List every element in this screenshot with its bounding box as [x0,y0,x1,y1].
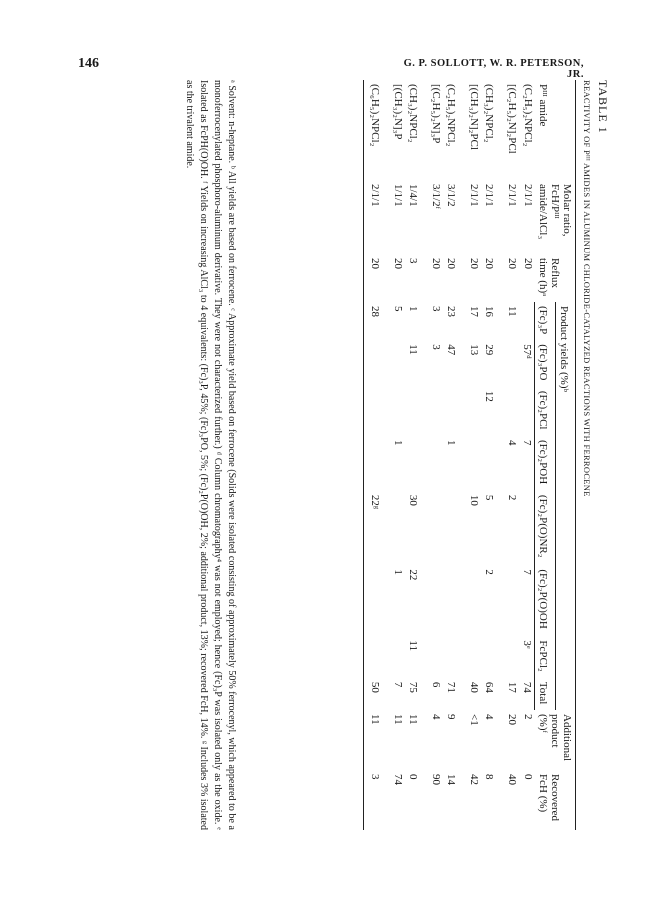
cell-fc3p: 3 [430,306,443,312]
cell-fc2poh [429,436,444,491]
cell-time: 20 [430,258,443,269]
cell-fcpcl2 [505,636,520,677]
cell-ratio: 1/4/1 [407,184,420,207]
cell-ratio: 2/1/1 [364,180,391,254]
header-fc2ponr2: (Fc)₂P(O)NR₂ [535,491,555,565]
header-fc2pcl: (Fc)₂PCl [535,387,555,436]
cell-fc2ponr2: 5 [483,494,496,501]
table-row [429,80,444,830]
header-fc2poh: (Fc)₂POH [535,436,555,491]
cell-amide: [(C₂H₅)₂N]₂PCl [506,84,519,154]
cell-fc2pooh [505,565,520,636]
cell-fc2pcl [444,387,467,436]
header-recovered-fch: Recovered FcH (%) [535,770,576,830]
page-number: 146 [78,56,99,71]
cell-fc2poh [406,436,429,491]
cell-recovered: 0 [522,774,534,780]
cell-additional: 9 [445,714,458,720]
cell-fcpcl2 [467,636,482,677]
cell-fc2ponr2: 22ᵍ [364,491,391,565]
cell-fcpcl2 [364,636,391,677]
cell-fc2poh [467,436,482,491]
cell-fc2pooh: 7 [521,569,534,575]
cell-amide: (C₂H₅)₂NPCl₂ [445,84,458,147]
cell-fcpcl2: 11 [407,640,420,651]
cell-fcpcl2 [444,636,467,677]
cell-fcpcl2 [429,636,444,677]
cell-ratio: 3/1/2 [445,184,458,207]
cell-fc3po: 29 [483,344,496,356]
table-body [364,80,535,830]
cell-additional: 4 [483,714,496,720]
cell-fcpcl2: 3ᵉ [521,640,534,649]
cell-total: 7 [392,681,405,688]
running-head: G. P. SOLLOTT, W. R. PETERSON, JR. [403,58,584,80]
cell-fc2pcl [520,387,536,436]
cell-time: 20 [468,258,481,269]
cell-fc3p: 11 [506,306,519,317]
cell-time: 20 [392,258,405,269]
header-fcpcl2: FcPCl₂ [535,636,555,677]
header-fc2pooh: (Fc)₂P(O)OH [535,565,555,636]
cell-recovered: 3 [364,770,391,830]
table-row [467,80,482,830]
cell-fc2pooh: 2 [483,569,496,575]
cell-ratio: 1/1/1 [392,184,405,207]
cell-fc3p: 23 [445,306,458,317]
cell-fc2pcl [505,387,520,436]
cell-fc3po [505,340,520,387]
cell-fc2poh: 1 [445,439,458,446]
header-fc3p: (Fc)₃P [535,302,555,340]
cell-fc3po: 57ᵈ [521,344,534,359]
cell-fc2poh [364,436,391,491]
cell-fc2poh: 4 [506,439,519,446]
cell-fc2ponr2: 10 [468,494,481,506]
cell-ratio: 3/1/2ᶠ [430,184,443,209]
cell-total: 64 [483,681,496,693]
cell-total: 17 [506,681,519,693]
header-amide: Pᴵᴵᴵ amide [535,80,576,180]
cell-recovered: 42 [468,774,481,785]
cell-fcpcl2 [482,636,505,677]
cell-fc3po [391,340,406,387]
cell-recovered: 90 [430,774,443,785]
cell-fc3po: 11 [407,344,420,355]
table-row [391,80,406,830]
cell-recovered: 0 [407,774,420,780]
header-molar-ratio: Molar ratio, FcH/Pᴵᴵᴵ amide/AlCl₃ [535,180,576,254]
cell-additional: 20 [506,714,519,725]
header-product-yields: Product yields (%)ᵇ [555,302,575,710]
cell-recovered: 8 [483,774,496,780]
table-row [364,80,391,830]
cell-amide: (C₆H₅)₂NPCl₂ [364,80,391,180]
table-row [482,80,505,830]
cell-time: 20 [483,258,496,269]
cell-fc2pooh [429,565,444,636]
cell-total: 6 [430,681,443,688]
cell-fc2ponr2 [391,491,406,565]
cell-ratio: 2/1/1 [483,184,496,207]
cell-total: 71 [445,681,458,693]
rotated-table-block [170,80,610,830]
cell-fc3p: 16 [483,306,496,317]
cell-ratio: 2/1/1 [506,184,519,207]
cell-ratio: 2/1/1 [468,184,481,207]
cell-fc3p: 17 [468,306,481,317]
header-reflux-time: Reflux time (h)ᵃ [535,254,576,302]
table-row [444,80,467,830]
cell-fc2pooh: 22 [407,569,420,581]
cell-fc2pcl: 12 [483,390,496,402]
cell-fc2poh: 7 [521,439,534,446]
cell-amide: [(CH₃)₂N]₂PCl [468,84,481,150]
cell-total: 74 [521,681,534,693]
cell-additional: 11 [392,714,405,725]
cell-fc2pooh [364,565,391,636]
table-row [520,80,536,830]
cell-time: 20 [445,258,458,269]
cell-fc3p: 5 [392,306,405,312]
cell-additional: 11 [407,714,420,725]
header-total: Total [535,678,555,710]
cell-fc2pcl [391,387,406,436]
cell-fc3po: 47 [445,344,458,356]
cell-fc3po [364,340,391,387]
cell-total: 50 [364,678,391,710]
table-row [406,80,429,830]
cell-total: 40 [468,681,481,693]
cell-recovered: 74 [392,774,405,785]
cell-fc2ponr2: 30 [407,494,420,506]
cell-fc2pcl [467,387,482,436]
cell-time: 20 [364,254,391,302]
cell-fc2pcl [364,387,391,436]
header-fc3po: (Fc)₃PO [535,340,555,387]
cell-amide: (CH₃)₂NPCl₂ [407,84,420,143]
cell-fc2ponr2 [429,491,444,565]
cell-recovered: 40 [506,774,519,785]
cell-ratio: 2/1/1 [522,184,534,207]
table-row [505,80,520,830]
table-footnotes: ᵃ Solvent: n-heptane. ᵇ All yields are based on ferrocene. ᶜ Approximate yield based on ferrocene (Solids were isolated consisting of approximately 50% ferrocenyl, which appeared to be a monoferrocenylated phosphoro-aluminum derivative. They were not characterized further.) ᵈ Column chromatography⁴ was not employed; hence (Fc)₃P was isolated only as the oxide. ᵉ Isolated as FcPH(O)OH. ᶠ Yields on increasing AlCl₃ to 4 equivalents: (Fc)₃P, 45%; (Fc)₃PO, 5%; (Fc)₂P(O)OH, 2%; additional product, 13%; recovered FcH, 14%. ᵍ Includes 3% isolated as the trivalent amide. [184,80,237,830]
cell-fc3p [520,302,536,340]
cell-fc2poh [482,436,505,491]
cell-fc2pooh [467,565,482,636]
cell-additional: 11 [364,710,391,770]
cell-additional: 2 [522,714,534,720]
cell-amide: (CH₃)₂NPCl₂ [483,84,496,143]
cell-fc3p: 28 [364,302,391,340]
header-additional-product: Additional product (%)ᶠ [535,710,576,770]
cell-fc2ponr2: 2 [506,494,519,501]
cell-fc2poh: 1 [392,439,405,446]
cell-time: 20 [506,258,519,269]
cell-fc3po: 3 [430,344,443,350]
cell-total: 75 [407,681,420,693]
cell-additional: 4 [430,714,443,720]
cell-fcpcl2 [391,636,406,677]
cell-fc2ponr2 [520,491,536,565]
cell-fc2pooh [444,565,467,636]
table-caption: REACTIVITY OF Pᴵᴵᴵ AMIDES IN ALUMINUM CHLORIDE-CATALYZED REACTIONS WITH FERROCENE [582,80,592,497]
cell-fc2pooh: 1 [392,569,405,575]
cell-amide: (C₂H₅)₂NPCl₂ [522,84,534,147]
cell-fc3po: 13 [468,344,481,356]
data-table [364,80,577,830]
cell-fc2pcl [429,387,444,436]
table-label: TABLE 1 [596,80,610,134]
cell-amide: [(CH₃)₂N]₃P [392,84,405,140]
cell-fc3p: 1 [407,306,420,312]
cell-time: 3 [407,258,420,264]
cell-fc2ponr2 [444,491,467,565]
cell-fc2pcl [406,387,429,436]
cell-recovered: 14 [445,774,458,785]
cell-time: 20 [522,258,534,269]
cell-amide: [(C₂H₅)₂N]₃P [430,84,443,144]
cell-additional: <1 [468,714,481,726]
